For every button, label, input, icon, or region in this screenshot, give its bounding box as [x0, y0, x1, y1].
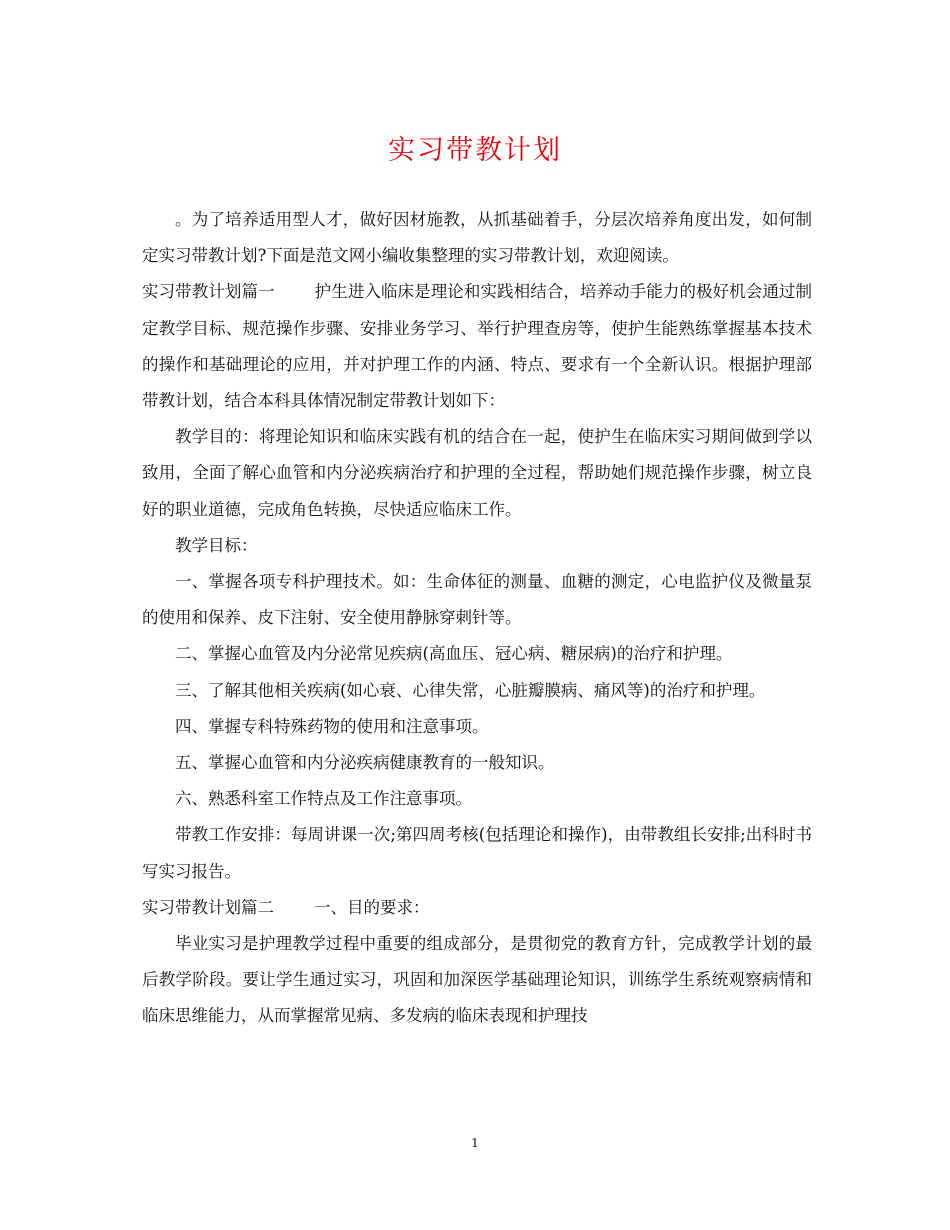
paragraph-text: 六、熟悉科室工作特点及工作注意事项。	[175, 789, 472, 809]
paragraph-text: 毕业实习是护理教学过程中重要的组成部分，是贯彻党的教育方针，完成教学计划的最后教学阶段。要让学生通过实习，巩固和加深医学基础理论知识，训练学生系统观察病情和临床思维能力，从而掌握常见病、多发病的临床表现和护理技	[142, 934, 812, 1026]
paragraph-goal-1	[142, 564, 812, 636]
page-number: 1	[471, 1136, 479, 1150]
paragraph-text: 护生进入临床是理论和实践相结合，培养动手能力的极好机会通过制定教学目标、规范操作步骤、安排业务学习、举行护理查房等，使护生能熟练掌握基本技术的操作和基础理论的应用，并对护理工作的内涵、特点、要求有一个全新认识。根据护理部带教计划，结合本科具体情况制定带教计划如下：	[142, 282, 813, 411]
paragraph-goal-5	[142, 745, 812, 781]
paragraph-text: 三、了解其他相关疾病(如心衰、心律失常，心脏瓣膜病、痛风等)的治疗和护理。	[175, 680, 766, 700]
paragraph-teaching-purpose	[142, 419, 812, 528]
paragraph-goal-4	[142, 709, 812, 745]
paragraph-internship	[142, 926, 812, 1035]
paragraph-text: 。为了培养适用型人才，做好因材施教，从抓基础着手，分层次培养角度出发，如何制定实习带教计划?下面是范文网小编收集整理的实习带教计划，欢迎阅读。	[142, 210, 812, 266]
paragraph-section-one	[142, 274, 812, 419]
paragraph-section-two	[142, 890, 812, 926]
document-body	[142, 202, 812, 1035]
paragraph-text: 教学目的：将理论知识和临床实践有机的结合在一起，使护生在临床实习期间做到学以致用，全面了解心血管和内分泌疾病治疗和护理的全过程，帮助她们规范操作步骤，树立良好的职业道德，完成角色转换，尽快适应临床工作。	[142, 427, 812, 519]
paragraph-text: 带教工作安排：每周讲课一次;第四周考核(包括理论和操作)，由带教组长安排;出科时书写实习报告。	[142, 825, 812, 881]
paragraph-arrangement	[142, 817, 812, 889]
paragraph-text: 五、掌握心血管和内分泌疾病健康教育的一般知识。	[175, 753, 555, 773]
paragraph-goal-2	[142, 636, 812, 672]
section-heading: 实习带教计划篇一	[142, 282, 275, 302]
paragraph-intro	[142, 202, 812, 274]
paragraph-text: 教学目标：	[175, 535, 258, 555]
paragraph-goal-6	[142, 781, 812, 817]
paragraph-text: 一、掌握各项专科护理技术。如：生命体征的测量、血糖的测定，心电监护仪及微量泵的使用和保养、皮下注射、安全使用静脉穿刺针等。	[142, 572, 812, 628]
paragraph-text: 四、掌握专科特殊药物的使用和注意事项。	[175, 716, 489, 736]
paragraph-text: 一、目的要求：	[314, 897, 430, 917]
document-title: 实习带教计划	[388, 135, 562, 166]
paragraph-goal-3	[142, 673, 812, 709]
paragraph-text: 二、掌握心血管及内分泌常见疾病(高血压、冠心病、糖尿病)的治疗和护理。	[175, 644, 733, 664]
section-heading: 实习带教计划篇二	[142, 897, 274, 917]
paragraph-teaching-goals-heading	[142, 528, 812, 564]
